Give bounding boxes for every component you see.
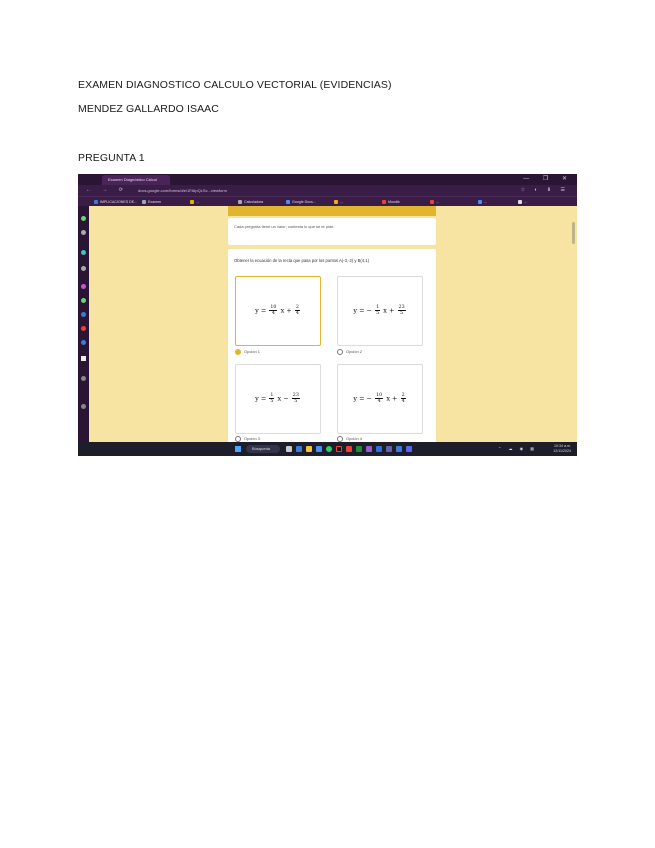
taskbar-app-icon[interactable] — [286, 446, 292, 452]
address-bar — [78, 185, 577, 196]
question-heading: PREGUNTA 1 — [78, 152, 145, 164]
equation: y = $\frac{1}{5}$ x − $\frac{23}{5}$ — [255, 393, 299, 404]
sidebar-app-icon[interactable] — [81, 250, 86, 255]
sidebar-app-icon[interactable] — [81, 216, 86, 221]
equation: y = − $\frac{10}{4}$ x + $\frac{2}{4}$ — [353, 393, 405, 404]
taskbar-app-icon[interactable] — [336, 446, 342, 452]
sidebar-app-icon[interactable] — [81, 326, 86, 331]
sidebar-app-icon[interactable] — [81, 298, 86, 303]
taskbar-app-icon[interactable] — [356, 446, 362, 452]
taskbar-app-icon[interactable] — [386, 446, 392, 452]
bookmark-item[interactable]: Calculadora — [238, 198, 263, 206]
url-field[interactable]: docs.google.com/forms/d/e/1FAIpQLSc...viewform — [138, 188, 227, 193]
option-card-4[interactable] — [337, 364, 423, 434]
nav-arrows-icon[interactable]: ← → ⟳ — [86, 187, 128, 193]
option-card-1[interactable] — [235, 276, 321, 346]
sidebar-app-icon[interactable] — [81, 266, 86, 271]
sidebar-app-icon[interactable] — [81, 284, 86, 289]
option-radio-3[interactable]: Opción 3 — [235, 436, 260, 442]
document-title: EXAMEN DIAGNOSTICO CALCULO VECTORIAL (EVIDENCIAS) — [78, 79, 392, 91]
clock-date: 12/11/2024 — [553, 449, 571, 453]
bookmark-item[interactable]: ... — [190, 198, 199, 206]
student-name: MENDEZ GALLARDO ISAAC — [78, 103, 219, 115]
page-scrollbar[interactable] — [572, 222, 575, 244]
browser-sidebar — [78, 206, 89, 442]
option-radio-1[interactable]: Opción 1 — [235, 349, 260, 355]
bookmark-item[interactable]: Examen — [142, 198, 161, 206]
embedded-screenshot — [78, 174, 577, 456]
taskbar-app-icon[interactable] — [396, 446, 402, 452]
clock-time: 10:34 a.m. — [554, 444, 571, 448]
radio-checked-icon — [235, 349, 241, 355]
windows-start-icon[interactable] — [235, 446, 241, 452]
option-card-3[interactable] — [235, 364, 321, 434]
bookmark-item[interactable]: Google Docs... — [286, 198, 316, 206]
bookmarks-bar — [78, 196, 577, 206]
radio-icon — [337, 349, 343, 355]
equation: y = − $\frac{1}{5}$ x + $\frac{23}{5}$ — [353, 305, 405, 316]
bookmark-item[interactable]: ... — [430, 198, 439, 206]
browser-tab[interactable] — [102, 175, 170, 185]
form-description: Cada pregunta tiene un valor; contesta lo que se te pide. — [234, 224, 335, 229]
form-header-bar — [228, 206, 436, 216]
sidebar-app-icon[interactable] — [81, 230, 86, 235]
sidebar-app-icon[interactable] — [81, 356, 86, 361]
browser-tab-bar — [78, 174, 577, 185]
taskbar-app-icon[interactable] — [296, 446, 302, 452]
extensions-icon[interactable]: ☆ ◐ ⬇ ☰ — [520, 187, 569, 193]
sidebar-app-icon[interactable] — [81, 340, 86, 345]
bookmark-item[interactable]: ... — [478, 198, 487, 206]
windows-taskbar — [78, 442, 577, 456]
sidebar-app-icon[interactable] — [81, 404, 86, 409]
taskbar-app-icon[interactable] — [406, 446, 412, 452]
taskbar-app-icon[interactable] — [346, 446, 352, 452]
taskbar-app-icon[interactable] — [366, 446, 372, 452]
equation: y = $\frac{10}{4}$ x + $\frac{2}{4}$ — [255, 305, 299, 316]
taskbar-app-icon[interactable] — [306, 446, 312, 452]
option-radio-2[interactable]: Opción 2 — [337, 349, 362, 355]
taskbar-app-icon[interactable] — [316, 446, 322, 452]
sidebar-app-icon[interactable] — [81, 312, 86, 317]
option-card-2[interactable] — [337, 276, 423, 346]
bookmark-item[interactable]: IMPLICACIONES DE... — [94, 198, 137, 206]
system-clock[interactable] — [553, 444, 571, 454]
bookmark-item[interactable]: ... — [518, 198, 527, 206]
taskbar-search[interactable]: Búsqueda — [246, 445, 280, 453]
question-text: Obtener la ecuación de la recta que pasa por los puntos A(-3,-2) y B(4,1) — [234, 258, 370, 263]
window-controls[interactable]: — ❐ ✕ — [523, 176, 573, 182]
form-description-card — [228, 218, 436, 245]
sidebar-app-icon[interactable] — [81, 376, 86, 381]
taskbar-app-icon[interactable] — [376, 446, 382, 452]
option-radio-4[interactable]: Opción 4 — [337, 436, 362, 442]
bookmark-item[interactable]: Moodle — [382, 198, 400, 206]
system-tray-icons[interactable]: ⌃ ☁ ◉ ▦ — [498, 446, 537, 451]
tab-title: Examen Diagnóstico Cálcul — [108, 177, 157, 182]
taskbar-app-icon[interactable] — [326, 446, 332, 452]
bookmark-item[interactable]: ... — [334, 198, 343, 206]
